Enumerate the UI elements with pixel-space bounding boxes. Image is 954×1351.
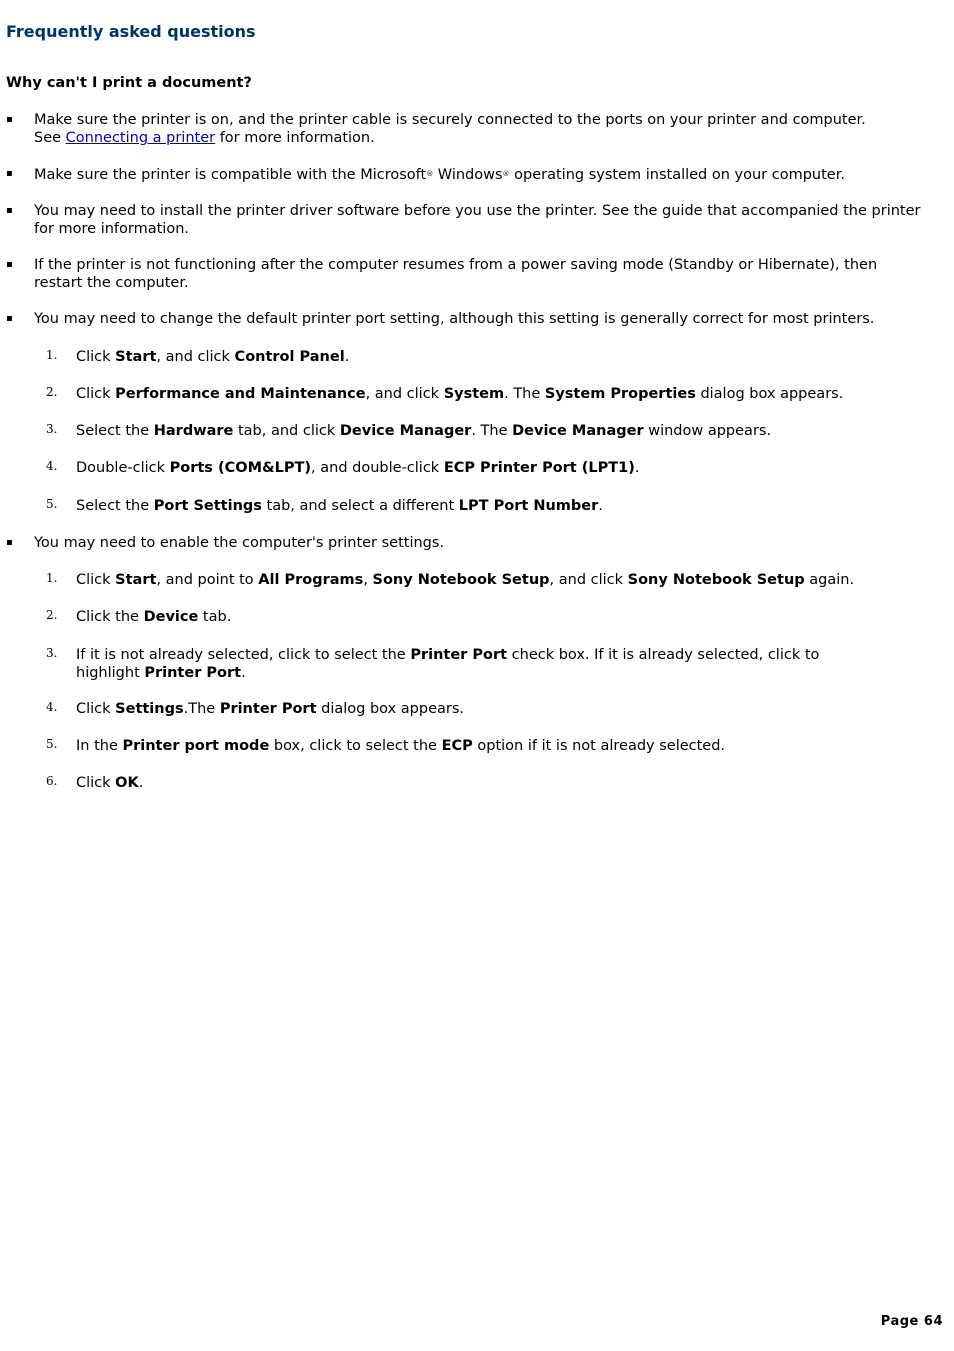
list-item-text: You may need to install the printer driver software before you use the printer. See the guide that accompanied the printer for more information.: [34, 203, 921, 237]
square-bullet-icon: ▪: [6, 168, 13, 179]
step-text: Click Performance and Maintenance, and click System. The System Properties dialog box appears.: [76, 386, 844, 402]
step-number: 5.: [46, 497, 58, 511]
step-text: If it is not already selected, click to select the Printer Port check box. If it is already selected, click to highlight Printer Port.: [76, 647, 820, 681]
list-item-text: Make sure the printer is on, and the printer cable is securely connected to the ports on your printer and computer. See Connecting a printer for more information.: [34, 112, 866, 146]
step-number: 6.: [46, 774, 58, 788]
step-text: Click Start, and point to All Programs, Sony Notebook Setup, and click Sony Notebook Setup again.: [76, 572, 855, 588]
square-bullet-icon: ▪: [6, 205, 13, 216]
step-number: 4.: [46, 459, 58, 473]
page-title: Frequently asked questions: [6, 22, 256, 41]
page-number: Page 64: [880, 1314, 943, 1329]
step-text: Click the Device tab.: [76, 609, 232, 625]
list-item-text: You may need to change the default printer port setting, although this setting is generally correct for most printers.: [34, 311, 875, 327]
step-number: 2.: [46, 608, 58, 622]
square-bullet-icon: ▪: [6, 114, 13, 125]
step-number: 3.: [46, 646, 58, 660]
step-text: Double-click Ports (COM&LPT), and double-click ECP Printer Port (LPT1).: [76, 460, 640, 476]
list-item-text: You may need to enable the computer's printer settings.: [34, 535, 445, 551]
connecting-a-printer-link[interactable]: Connecting a printer: [65, 130, 216, 146]
list-item-text: If the printer is not functioning after the computer resumes from a power saving mode (Standby or Hibernate), then restart the computer.: [34, 257, 878, 291]
step-number: 1.: [46, 571, 58, 585]
step-number: 1.: [46, 348, 58, 362]
list-item-text: Make sure the printer is compatible with the Microsoft® Windows® operating system installed on your computer.: [34, 167, 845, 183]
question-heading: Why can't I print a document?: [6, 75, 252, 91]
registered-mark: ®: [502, 170, 510, 178]
step-text: Click Start, and click Control Panel.: [76, 349, 350, 365]
step-number: 5.: [46, 737, 58, 751]
step-text: Select the Port Settings tab, and select a different LPT Port Number.: [76, 498, 603, 514]
square-bullet-icon: ▪: [6, 537, 13, 548]
square-bullet-icon: ▪: [6, 313, 13, 324]
step-number: 2.: [46, 385, 58, 399]
step-number: 3.: [46, 422, 58, 436]
square-bullet-icon: ▪: [6, 259, 13, 270]
step-text: Click Settings.The Printer Port dialog box appears.: [76, 701, 465, 717]
registered-mark: ®: [426, 170, 434, 178]
step-text: Select the Hardware tab, and click Device Manager. The Device Manager window appears.: [76, 423, 772, 439]
step-text: In the Printer port mode box, click to select the ECP option if it is not already selected.: [76, 738, 726, 754]
step-text: Click OK.: [76, 775, 144, 791]
step-number: 4.: [46, 700, 58, 714]
